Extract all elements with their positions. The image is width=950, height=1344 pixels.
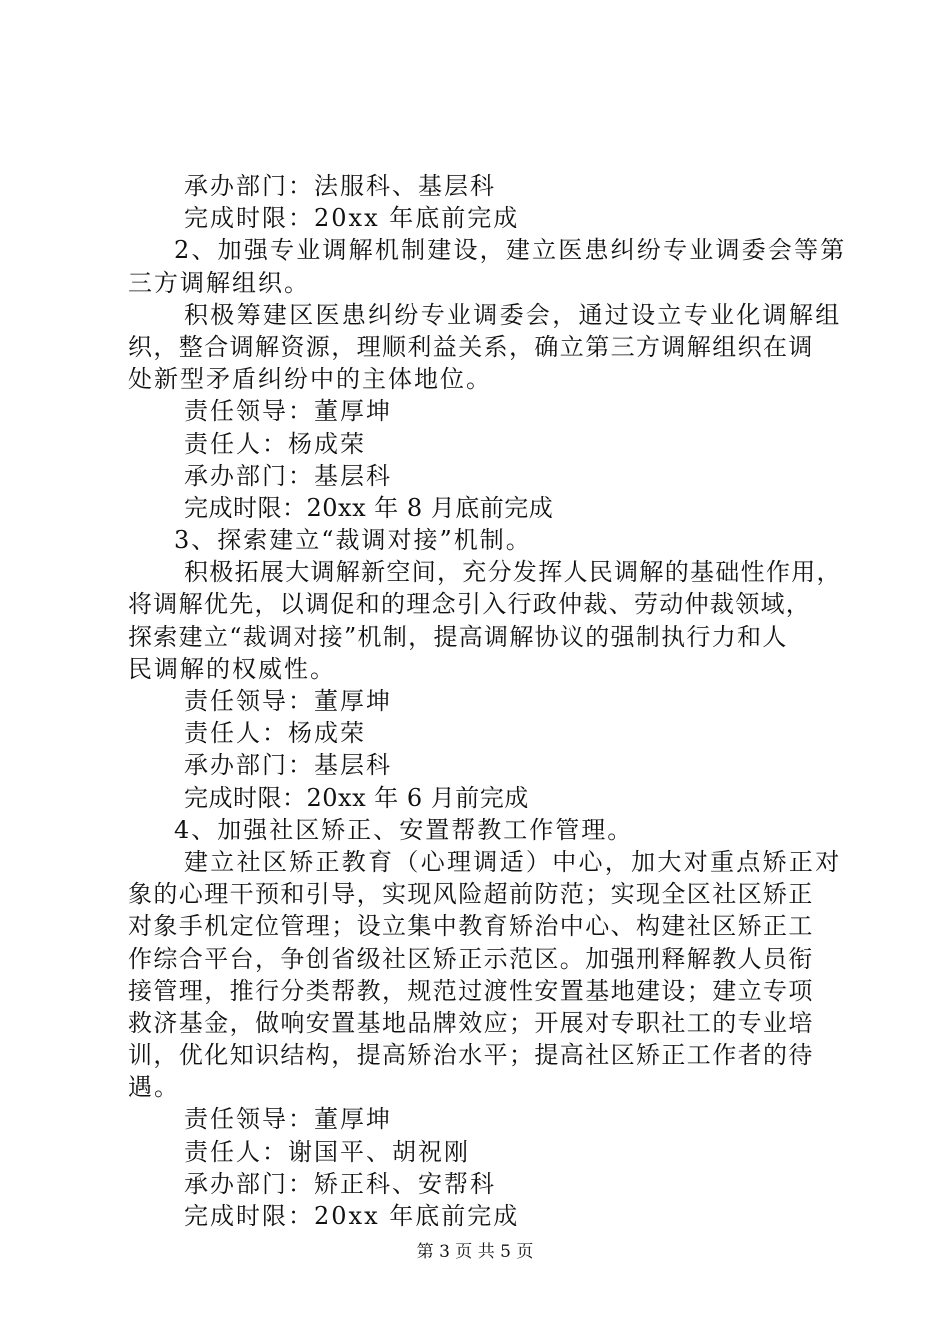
text-line: 探索建立“裁调对接”机制，提高调解协议的强制执行力和人: [128, 622, 788, 651]
text-line: 承办部门：基层科: [184, 751, 392, 780]
page-footer: 第 3 页 共 5 页: [416, 1242, 534, 1262]
text-line: 完成时限：20xx 年 6 月前完成: [184, 783, 529, 812]
text-line: 对象手机定位管理；设立集中教育矫治中心、构建社区矫正工: [128, 912, 814, 941]
text-line: 民调解的权威性。: [128, 654, 336, 683]
text-line: 2、加强专业调解机制建设，建立医患纠纷专业调委会等第: [174, 236, 847, 265]
text-line: 将调解优先，以调促和的理念引入行政仲裁、劳动仲裁领域，: [128, 590, 812, 619]
text-line: 责任领导：董厚坤: [184, 1105, 392, 1134]
text-line: 责任人：杨成荣: [184, 719, 366, 748]
text-line: 责任人：谢国平、胡祝刚: [184, 1137, 470, 1166]
text-line: 积极筹建区医患纠纷专业调委会，通过设立专业化调解组: [184, 300, 842, 329]
text-line: 责任领导：董厚坤: [184, 397, 392, 426]
text-line: 积极拓展大调解新空间，充分发挥人民调解的基础性作用，: [184, 558, 842, 587]
text-line: 4、加强社区矫正、安置帮教工作管理。: [174, 815, 634, 844]
text-line: 完成时限：20xx 年底前完成: [184, 204, 520, 233]
text-line: 完成时限：20xx 年 8 月底前完成: [184, 493, 554, 522]
text-line: 织，整合调解资源，理顺利益关系，确立第三方调解组织在调: [128, 332, 814, 361]
text-line: 处新型矛盾纠纷中的主体地位。: [128, 365, 492, 394]
text-line: 象的心理干预和引导，实现风险超前防范；实现全区社区矫正: [128, 880, 814, 909]
text-line: 接管理，推行分类帮教，规范过渡性安置基地建设；建立专项: [128, 976, 814, 1005]
text-line: 完成时限：20xx 年底前完成: [184, 1202, 520, 1230]
text-line: 责任人：杨成荣: [184, 429, 366, 458]
text-line: 承办部门：矫正科、安帮科: [184, 1169, 496, 1198]
text-line: 遇。: [128, 1073, 180, 1102]
text-line: 建立社区矫正教育（心理调适）中心，加大对重点矫正对: [184, 847, 842, 876]
text-line: 救济基金，做响安置基地品牌效应；开展对专职社工的专业培: [128, 1008, 814, 1037]
text-line: 责任领导：董厚坤: [184, 687, 392, 715]
text-line: 三方调解组织。: [128, 268, 310, 297]
text-line: 承办部门：法服科、基层科: [184, 172, 496, 200]
text-line: 作综合平台，争创省级社区矫正示范区。加强刑释解教人员衔: [128, 944, 814, 973]
text-line: 训，优化知识结构，提高矫治水平；提高社区矫正工作者的待: [128, 1041, 814, 1070]
text-line: 承办部门：基层科: [184, 461, 392, 490]
document-body: [128, 170, 847, 1232]
text-line: 3、探索建立“裁调对接”机制。: [174, 526, 532, 555]
